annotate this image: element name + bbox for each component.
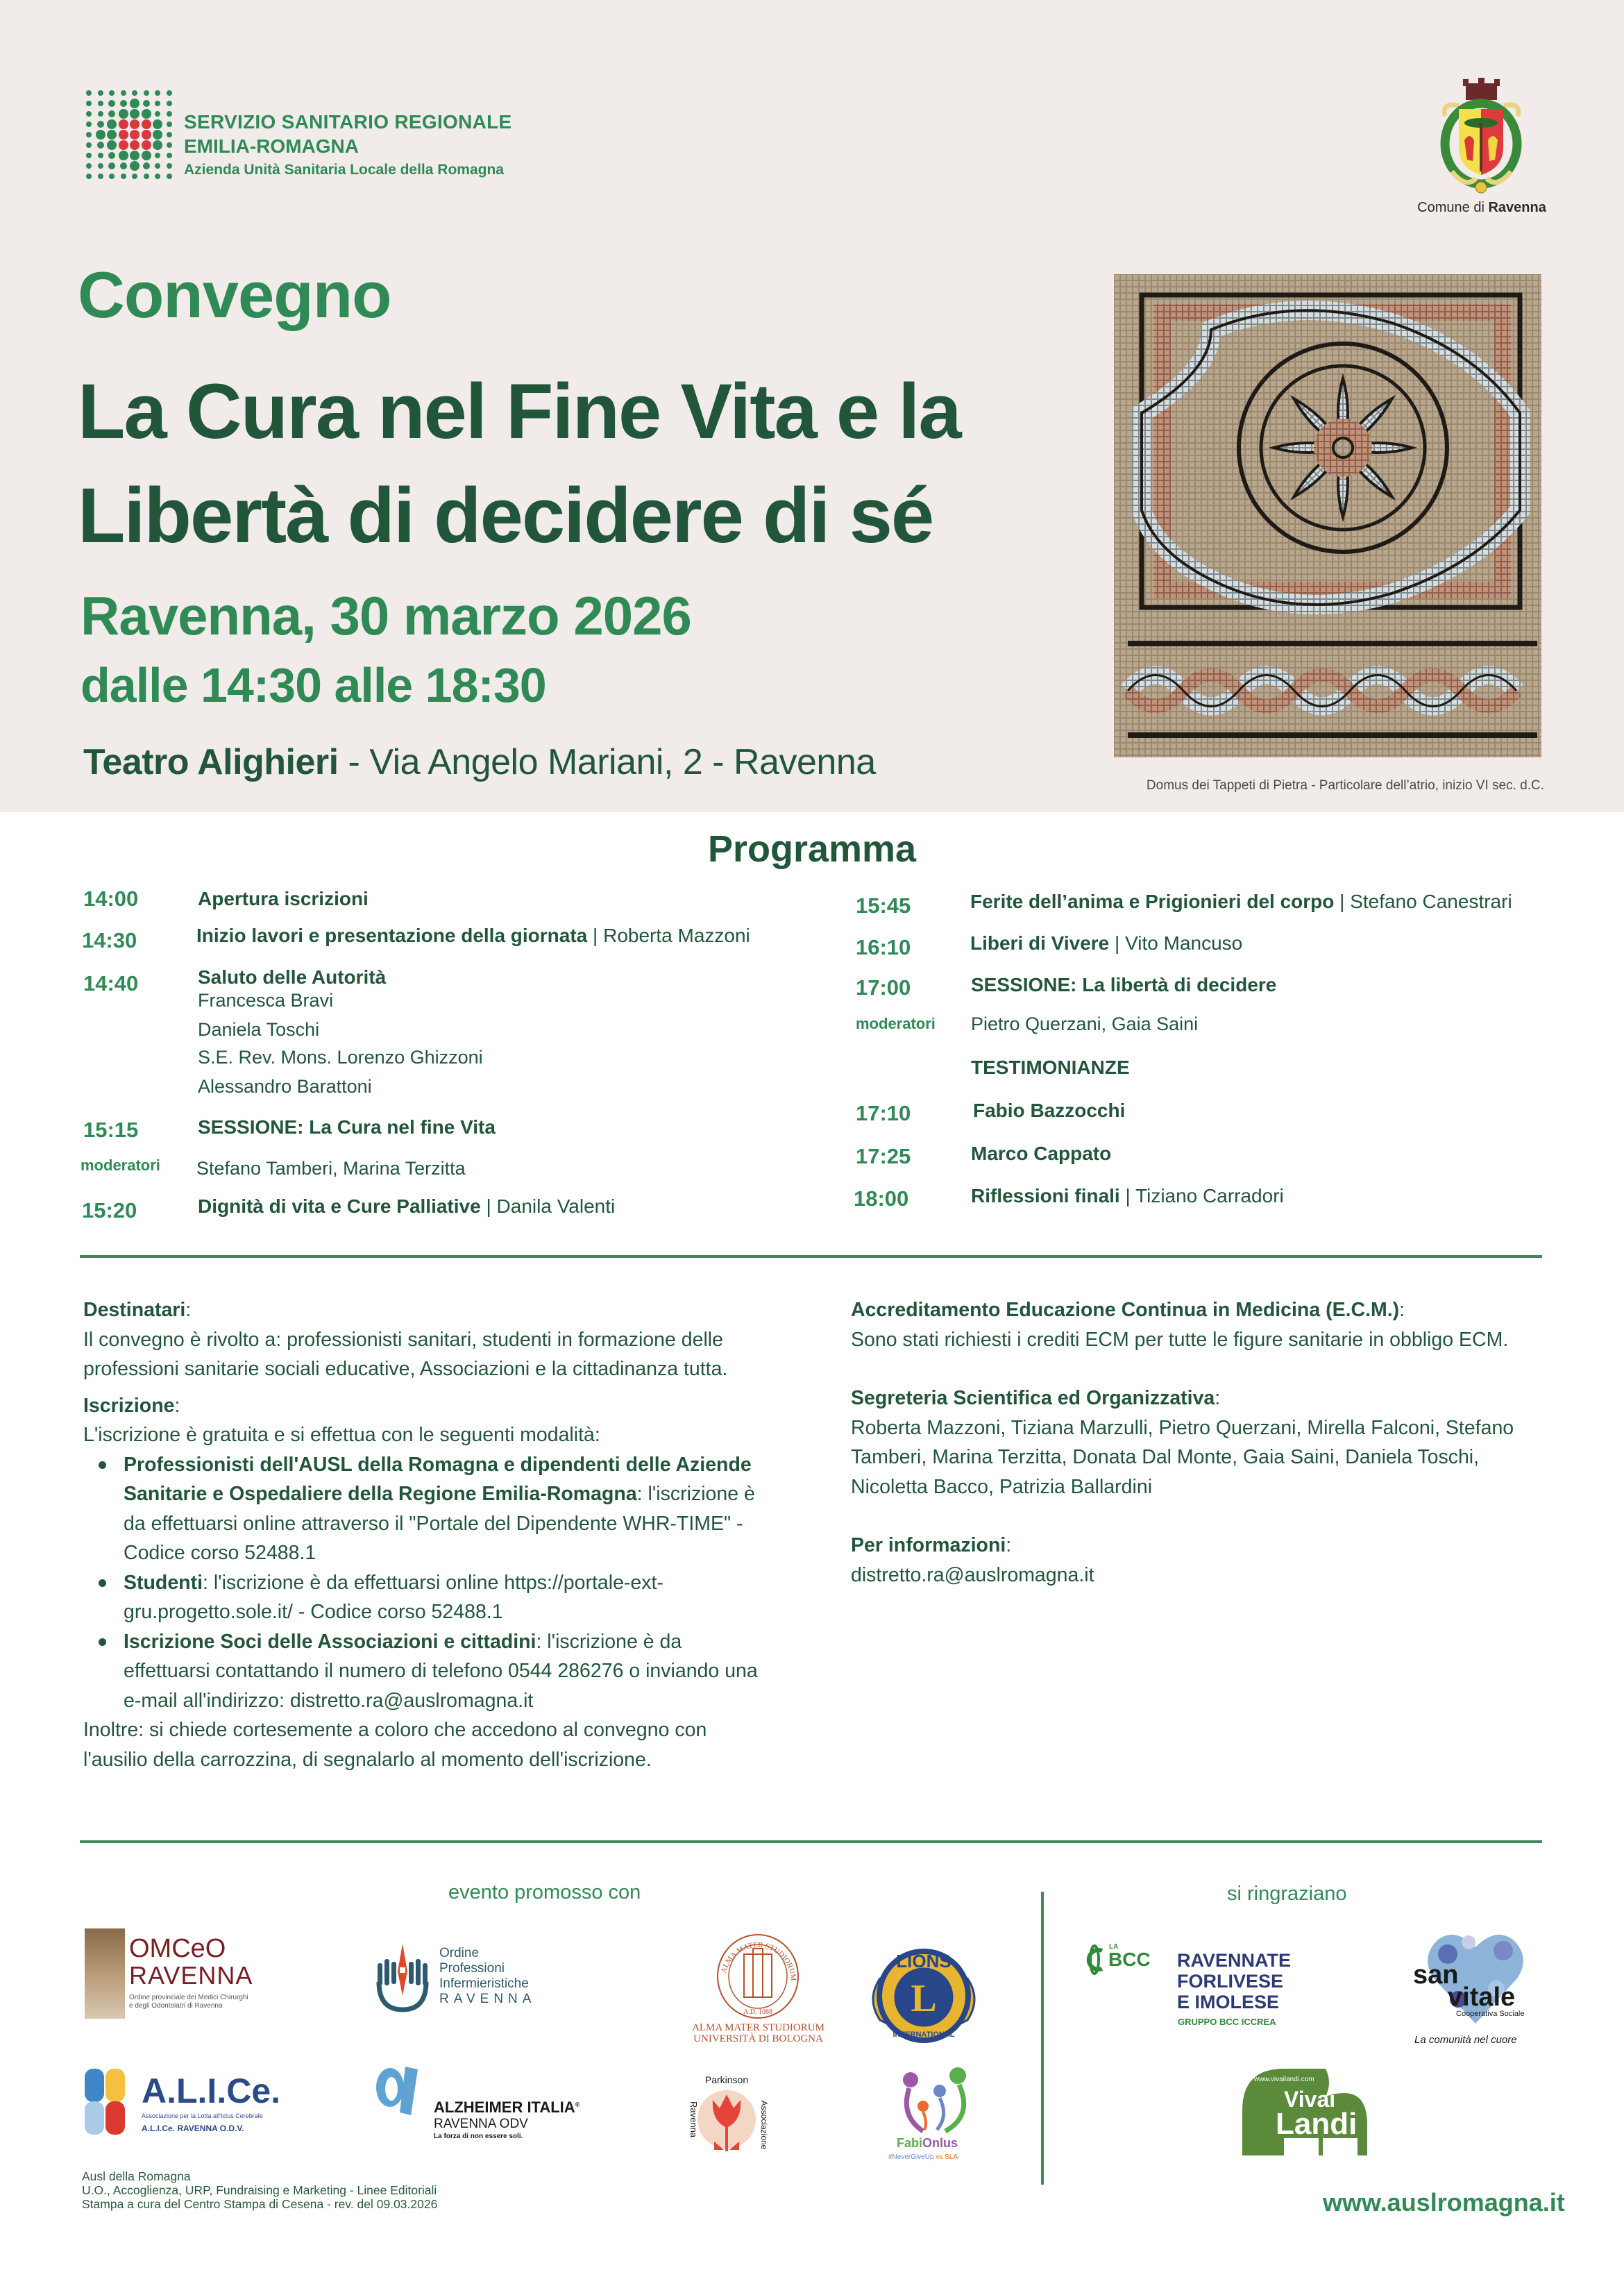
vivai-url: www.vivailandi.com xyxy=(1254,2076,1314,2083)
logo-dot xyxy=(119,119,128,129)
logo-dot xyxy=(86,174,92,179)
sanvitale-l1: san xyxy=(1413,1960,1459,1990)
parkinson-logo xyxy=(684,2072,767,2162)
logo-dot xyxy=(86,111,92,117)
iscrizione-heading xyxy=(83,1391,763,1421)
logo-dot xyxy=(119,151,128,160)
authority-name: S.E. Rev. Mons. Lorenzo Ghizzoni xyxy=(198,1047,483,1068)
logo-dot xyxy=(144,90,149,96)
logo-dot xyxy=(120,100,127,107)
logo-dot xyxy=(121,90,126,96)
logo-dot xyxy=(142,151,151,160)
sanvitale-logo xyxy=(1413,1930,1538,2055)
logo-dot xyxy=(86,163,92,169)
logo-dot xyxy=(155,153,160,158)
program-item xyxy=(971,975,1276,995)
logo-dot xyxy=(86,153,92,158)
info-right-column xyxy=(851,1295,1545,1590)
program-time: 14:00 xyxy=(83,886,139,911)
sanvitale-l2: vitale xyxy=(1448,1983,1516,2012)
logo-dot xyxy=(130,130,139,140)
iscrizione-item-text: l'iscrizione è da effettuarsi online attraverso il "Portale del Dipendente WHR-TIME" - Codice corso 52488.1 xyxy=(124,1483,755,1564)
iscrizione-item-bold: Professionisti dell'AUSL della Romagna e dipendenti delle Aziende Sanitarie e Ospedaliere della Regione Emilia-Romagna xyxy=(124,1453,752,1505)
program-time: 17:25 xyxy=(856,1144,911,1168)
segreteria-label: Segreteria Scientifica ed Organizzativa xyxy=(851,1387,1215,1409)
ssr-logo-dots-icon xyxy=(83,87,175,182)
program-item-title: Inizio lavori e presentazione della giornata xyxy=(196,925,588,946)
footer-credits xyxy=(82,2169,437,2211)
logo-dot xyxy=(143,100,150,107)
logo-dot xyxy=(96,130,105,140)
program-item-title: Liberi di Vivere xyxy=(970,932,1110,954)
fabionlus-tag xyxy=(888,2153,958,2161)
bcc-line1: RAVENNATE xyxy=(1177,1950,1292,1971)
info-left-column xyxy=(83,1295,763,1774)
vertical-divider xyxy=(1041,1892,1044,2185)
unibo-year: A.D. 1088 xyxy=(743,2008,772,2016)
opi-line3: Infermieristiche xyxy=(439,1976,529,1991)
logo-dot xyxy=(130,99,139,108)
promoted-by-label: evento promosso con xyxy=(448,1881,641,1903)
venue-address: - Via Angelo Mariani, 2 - Ravenna xyxy=(338,742,876,782)
segreteria-text: Roberta Mazzoni, Tiziana Marzulli, Pietro Querzani, Mirella Falconi, Stefano Tamberi, Marina Terzitta, Donata Dal Monte, Gaia Saini, Daniela Toschi, Nicoletta Bacco, Patrizia Ballardini xyxy=(851,1416,1514,1498)
lions-letter: L xyxy=(911,1977,937,2020)
fabionlus-name xyxy=(897,2137,958,2149)
section-divider xyxy=(80,1255,1542,1258)
logo-dot xyxy=(167,174,172,179)
program-item xyxy=(198,1118,496,1137)
iscrizione-item-text: l'iscrizione è da effettuarsi online https://portale-ext-gru.progetto.sole.it/ - Codice corso 52488.1 xyxy=(124,1571,663,1623)
logo-dot xyxy=(108,152,115,159)
testimonianze-heading xyxy=(971,1058,1130,1077)
program-item xyxy=(198,889,369,909)
iscrizione-item-bold: Studenti xyxy=(124,1571,203,1594)
fabionlus-family-icon xyxy=(897,2067,973,2133)
colon: : xyxy=(536,1630,542,1653)
unibo-ring-text: ALMA MATER STUDIORUM xyxy=(719,1940,798,1982)
fabi-name1: Fabi xyxy=(897,2136,923,2150)
alice-sub2: A.L.I.Ce. RAVENNA O.D.V. xyxy=(142,2124,244,2133)
logo-dot xyxy=(153,119,162,129)
iscrizione-intro: L'iscrizione è gratuita e si effettua con le seguenti modalità: xyxy=(83,1424,600,1446)
colon: : xyxy=(203,1571,208,1594)
colon: : xyxy=(1006,1534,1012,1556)
program-item-title: SESSIONE: La Cura nel fine Vita xyxy=(198,1116,496,1138)
logo-dot xyxy=(155,101,160,106)
logo-dot xyxy=(98,90,103,96)
fabi-name2: Onlus xyxy=(922,2136,958,2150)
iscrizione-list xyxy=(83,1450,763,1716)
iscrizione-note: Inoltre: si chiede cortesemente a coloro che accedono al convegno con l'ausilio della carrozzina, di segnalarlo al momento dell'iscrizione. xyxy=(83,1719,707,1771)
program-item-title: Saluto delle Autorità xyxy=(198,966,387,988)
lions-emblem-icon xyxy=(866,1937,981,2055)
logo-dot xyxy=(132,174,137,179)
logo-dot xyxy=(153,130,162,140)
opi-line1: Ordine xyxy=(439,1946,480,1960)
program-item-title: Marco Cappato xyxy=(971,1143,1112,1164)
colon: : xyxy=(174,1394,180,1417)
logo-dot xyxy=(167,142,172,148)
logo-dot xyxy=(142,140,151,150)
segreteria-heading xyxy=(851,1384,1545,1413)
alzheimer-symbol-icon xyxy=(375,2065,418,2117)
logo-dot xyxy=(119,140,128,150)
parkinson-top-text: Parkinson xyxy=(704,2074,749,2085)
logo-dot xyxy=(86,142,92,148)
logo-dot xyxy=(142,119,151,129)
program-item-speaker: Stefano Canestrari xyxy=(1350,891,1512,912)
website-link[interactable]: www.auslromagna.it xyxy=(1323,2188,1565,2217)
sanvitale-l3: Cooperativa Sociale xyxy=(1456,2010,1525,2018)
logo-dot xyxy=(121,174,126,179)
logo-dot xyxy=(86,90,92,96)
moderatori-names: Stefano Tamberi, Marina Terzitta xyxy=(196,1158,466,1179)
bcc-line2: FORLIVESE xyxy=(1177,1971,1284,1992)
sanvitale-tagline: La comunità nel cuore xyxy=(1414,2034,1517,2046)
logo-dot xyxy=(167,90,172,96)
footer-line3: Stampa a cura del Centro Stampa di Cesena - rev. del 09.03.2026 xyxy=(82,2197,438,2211)
program-item-title: Apertura iscrizioni xyxy=(198,888,369,909)
image-caption: Domus dei Tappeti di Pietra - Particolare dell’atrio, inizio VI sec. d.C. xyxy=(1146,778,1544,793)
omceo-city: RAVENNA xyxy=(129,1961,253,1990)
comune-city: Ravenna xyxy=(1488,200,1546,215)
program-time: 18:00 xyxy=(854,1186,909,1211)
event-venue xyxy=(83,744,876,780)
lions-logo xyxy=(866,1937,981,2055)
alzheimer-reg: ® xyxy=(575,2101,580,2108)
program-item-title: Fabio Bazzocchi xyxy=(973,1100,1126,1121)
logo-dot xyxy=(142,130,151,140)
moderatori-names: Pietro Querzani, Gaia Saini xyxy=(971,1014,1199,1034)
program-item-title: TESTIMONIANZE xyxy=(971,1057,1130,1078)
logo-dot xyxy=(167,132,172,137)
logo-dot xyxy=(130,109,139,119)
alzheimer-logo xyxy=(368,2065,604,2145)
destinatari-heading xyxy=(83,1295,763,1325)
ecm-heading xyxy=(851,1295,1545,1325)
bcc-group: GRUPPO BCC ICCREA xyxy=(1178,2017,1276,2027)
section-divider xyxy=(80,1840,1542,1843)
bcc-line3: E IMOLESE xyxy=(1177,1992,1280,2012)
logo-dot xyxy=(130,140,139,150)
opi-line2: Professioni xyxy=(439,1961,505,1976)
programma-heading: Programma xyxy=(707,828,917,870)
program-item xyxy=(198,1197,615,1216)
program-item xyxy=(971,1186,1284,1206)
alice-name: A.L.I.Ce. xyxy=(142,2071,281,2110)
ravenna-crest-icon xyxy=(1438,78,1525,196)
parkinson-tulip-icon xyxy=(684,2072,767,2162)
logo-dot xyxy=(130,151,139,160)
logo-dot xyxy=(109,174,115,179)
omceo-sub2: e degli Odontoiatri di Ravenna xyxy=(129,2002,223,2010)
iscrizione-item xyxy=(83,1450,763,1568)
unibo-logo xyxy=(677,1933,824,2044)
program-item xyxy=(970,892,1512,911)
opi-hands-icon xyxy=(375,1944,430,2013)
logo-dot xyxy=(97,142,104,149)
bcc-la: LA xyxy=(1109,1943,1119,1951)
event-title xyxy=(78,360,961,568)
logo-dot xyxy=(107,130,117,140)
authority-name: Francesca Bravi xyxy=(198,990,334,1011)
logo-dot xyxy=(86,121,92,127)
program-item-title: Riflessioni finali xyxy=(971,1185,1120,1207)
colon: : xyxy=(185,1299,192,1321)
logo-dot xyxy=(155,111,160,117)
comune-di-ravenna-label xyxy=(1416,200,1548,216)
fabi-tag2: vs xyxy=(936,2153,943,2161)
logo-dot xyxy=(120,162,127,169)
vivai-landi-logo xyxy=(1242,2069,1367,2159)
moderatori-label: moderatori xyxy=(81,1157,160,1174)
separator: | xyxy=(587,925,604,946)
program-item xyxy=(973,1101,1125,1120)
alzheimer-name xyxy=(434,2100,580,2115)
logo-dot xyxy=(167,163,172,169)
lions-top-text: LIONS xyxy=(896,1951,951,1972)
program-time: 16:10 xyxy=(856,935,911,959)
parkinson-right-text: Associazione xyxy=(759,2100,769,2150)
logo-dot xyxy=(86,101,92,106)
logo-dot xyxy=(97,121,104,128)
vivai-phone: 3485258662 xyxy=(1242,2144,1274,2150)
omceo-subtitle xyxy=(129,1994,248,2010)
logo-dot xyxy=(98,153,103,158)
program-item xyxy=(971,1144,1111,1163)
ssr-logo-line2: EMILIA-ROMAGNA xyxy=(184,135,359,157)
alzheimer-line3: La forza di non essere soli. xyxy=(434,2133,523,2140)
program-time: 15:20 xyxy=(82,1198,137,1222)
bcc-name: BCC xyxy=(1108,1949,1151,1970)
program-item xyxy=(970,934,1242,953)
comune-prefix: Comune di xyxy=(1417,200,1485,215)
program-time: 14:40 xyxy=(83,971,139,995)
logo-dot xyxy=(98,174,103,179)
ssr-logo-text xyxy=(184,112,512,177)
parkinson-left-text: Ravenna xyxy=(688,2101,699,2138)
moderatori-label: moderatori xyxy=(856,1015,936,1032)
omceo-sub1: Ordine provinciale dei Medici Chirurghi xyxy=(129,1994,248,2001)
program-item-speaker: Roberta Mazzoni xyxy=(603,925,750,946)
iscrizione-label: Iscrizione xyxy=(83,1394,175,1417)
unibo-seal-icon xyxy=(715,1933,802,2020)
ssr-logo-line3: Azienda Unità Sanitaria Locale della Romagna xyxy=(184,162,504,178)
alice-logo xyxy=(83,2065,333,2145)
contatti-heading xyxy=(851,1531,1545,1561)
program-time: 17:10 xyxy=(856,1101,911,1125)
venue-name: Teatro Alighieri xyxy=(83,742,339,782)
logo-dot xyxy=(142,109,151,119)
program-item xyxy=(196,926,750,945)
program-item-title: Ferite dell’anima e Prigionieri del corpo xyxy=(970,891,1335,912)
fabi-tag3: SLA xyxy=(945,2153,958,2161)
event-title-line2: Libertà di decidere di sé xyxy=(78,472,933,559)
vivai-l2: Landi xyxy=(1276,2107,1357,2141)
iscrizione-item-bold: Iscrizione Soci delle Associazioni e cittadini xyxy=(124,1630,536,1653)
logo-dot xyxy=(108,110,115,117)
logo-dot xyxy=(98,101,103,106)
logo-dot xyxy=(132,90,137,96)
logo-dot xyxy=(167,111,172,117)
alzheimer-name-text: ALZHEIMER ITALIA xyxy=(434,2099,575,2116)
unibo-line2: UNIVERSITÀ DI BOLOGNA xyxy=(693,2033,823,2044)
opi-logo xyxy=(375,1940,583,2017)
separator: | xyxy=(1334,891,1351,912)
logo-dot xyxy=(108,162,115,169)
event-title-line1: La Cura nel Fine Vita e la xyxy=(78,368,961,455)
contatti-label: Per informazioni xyxy=(851,1534,1006,1556)
separator: | xyxy=(1119,1185,1136,1207)
logo-dot xyxy=(108,100,115,107)
omceo-name: OMCeO xyxy=(129,1934,226,1963)
destinatari-text: Il convegno è rivolto a: professionisti sanitari, studenti in formazione delle professioni sanitarie sociali educative, Associazioni e la cittadinanza tutta. xyxy=(83,1328,728,1380)
program-item-speaker: Danila Valenti xyxy=(496,1195,616,1217)
program-item-title: SESSIONE: La libertà di decidere xyxy=(971,974,1277,995)
logo-dot xyxy=(143,162,150,169)
logo-dot xyxy=(109,90,115,96)
logo-dot xyxy=(167,121,172,127)
alice-sub: Associazione per la Lotta all'Ictus Cerebrale xyxy=(142,2112,263,2119)
ecm-label: Accreditamento Educazione Continua in Medicina (E.C.M.) xyxy=(851,1299,1400,1321)
logo-dot xyxy=(107,119,117,129)
program-time: 15:45 xyxy=(856,893,911,918)
ecm-text: Sono stati richiesti i crediti ECM per tutte le figure sanitarie in obbligo ECM. xyxy=(851,1328,1509,1351)
separator: | xyxy=(480,1195,497,1217)
footer-line2: U.O., Accoglienza, URP, Fundraising e Marketing - Linee Editoriali xyxy=(82,2183,437,2197)
alice-puzzle-icon xyxy=(83,2065,126,2138)
footer-line1: Ausl della Romagna xyxy=(82,2169,191,2183)
fabionlus-logo xyxy=(883,2067,987,2164)
program-item-title: Dignità di vita e Cure Palliative xyxy=(198,1195,481,1217)
colon: : xyxy=(1215,1387,1221,1409)
logo-dot xyxy=(98,111,103,117)
logo-dot xyxy=(107,140,117,150)
program-item-speaker: Vito Mancuso xyxy=(1125,932,1243,954)
logo-dot xyxy=(130,161,139,171)
unibo-text xyxy=(677,2022,840,2044)
event-kicker: Convegno xyxy=(78,258,391,331)
program-time: 17:00 xyxy=(856,975,911,1000)
contatti-email[interactable]: distretto.ra@auslromagna.it xyxy=(851,1563,1094,1586)
bcc-logo xyxy=(1083,1940,1319,2027)
ssr-logo-line1: SERVIZIO SANITARIO REGIONALE xyxy=(184,111,512,133)
omceo-mosaic-icon xyxy=(85,1928,125,2019)
logo-dot xyxy=(155,174,160,179)
program-item-speaker: Tiziano Carradori xyxy=(1135,1185,1284,1207)
program-item xyxy=(198,968,386,987)
logo-dot xyxy=(167,101,172,106)
colon: : xyxy=(636,1483,643,1505)
program-time: 15:15 xyxy=(83,1118,139,1142)
iscrizione-item-text: l'iscrizione è da effettuarsi contattando il numero di telefono 0544 286276 o inviando una e-mail all'indirizzo: distretto.ra@auslromagna.it xyxy=(124,1630,758,1712)
bcc-text xyxy=(1177,1950,1291,2012)
logo-dot xyxy=(119,130,128,140)
destinatari-label: Destinatari xyxy=(83,1299,186,1321)
alzheimer-line2: RAVENNA ODV xyxy=(434,2117,528,2131)
logo-dot xyxy=(119,109,128,119)
separator: | xyxy=(1109,932,1126,954)
logo-dot xyxy=(155,90,160,96)
logo-dot xyxy=(130,119,139,129)
bcc-symbol-icon xyxy=(1083,1944,1106,1976)
program-time: 14:30 xyxy=(82,928,137,952)
logo-dot xyxy=(167,153,172,158)
event-hours: dalle 14:30 alle 18:30 xyxy=(81,658,546,712)
logo-dot xyxy=(155,163,160,169)
unibo-line1: ALMA MATER STUDIORUM xyxy=(692,2022,824,2033)
fabi-tag1: #NeverGiveUp xyxy=(888,2153,934,2161)
logo-dot xyxy=(153,140,162,150)
logo-dot xyxy=(86,132,92,137)
omceo-logo xyxy=(85,1928,300,2019)
event-date: Ravenna, 30 marzo 2026 xyxy=(81,585,691,646)
colon: : xyxy=(1399,1299,1405,1321)
mosaic-image xyxy=(1114,274,1541,757)
vivai-l1: Vivai xyxy=(1284,2087,1336,2112)
opi-text xyxy=(439,1946,536,2007)
iscrizione-item xyxy=(83,1627,763,1716)
thanks-label: si ringraziano xyxy=(1227,1883,1347,1905)
lions-bottom-text: INTERNATIONAL xyxy=(893,2031,955,2039)
logo-dot xyxy=(144,174,149,179)
authority-name: Daniela Toschi xyxy=(198,1019,320,1040)
iscrizione-item xyxy=(83,1568,763,1627)
authority-name: Alessandro Barattoni xyxy=(198,1076,372,1097)
opi-line4: RAVENNA xyxy=(439,1992,536,2006)
logo-dot xyxy=(98,163,103,169)
